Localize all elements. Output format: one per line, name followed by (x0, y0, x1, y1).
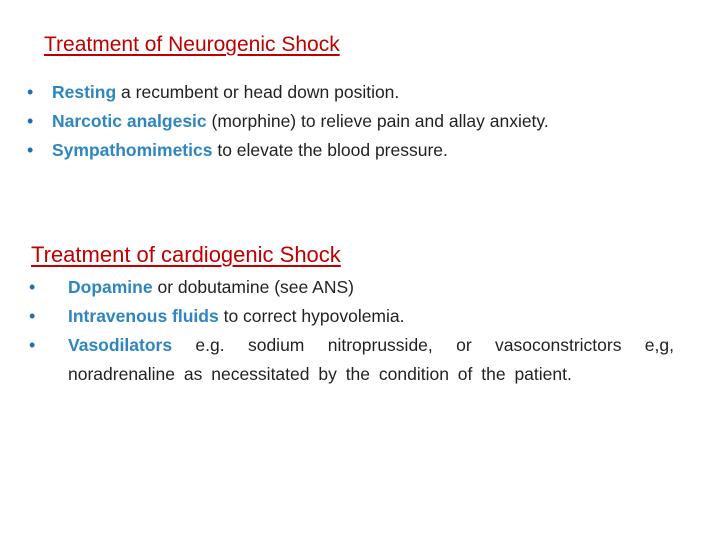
treatment-description: or dobutamine (see ANS) (152, 277, 354, 297)
treatment-term: Resting (52, 82, 117, 102)
treatment-description: to elevate the blood pressure. (212, 140, 448, 160)
treatment-term: Vasodilators (68, 335, 173, 355)
bullet-icon: • (29, 277, 36, 297)
treatment-description: a recumbent or head down position. (116, 82, 400, 102)
list-item (22, 136, 712, 165)
treatment-description: to correct hypovolemia. (218, 306, 405, 326)
treatment-description: e.g. sodium nitroprusside, or vasoconstrictors e,g, noradrenaline as necessitated by the condition of the patient. (68, 335, 674, 384)
cardiogenic-shock-title: Treatment of cardiogenic Shock (31, 242, 341, 267)
bullet-icon: • (27, 82, 34, 102)
treatment-term: Narcotic analgesic (52, 111, 207, 131)
list-item (26, 273, 674, 302)
list-item (22, 107, 712, 136)
list-item (26, 302, 674, 331)
bullet-icon: • (27, 111, 34, 131)
treatment-term: Sympathomimetics (52, 140, 213, 160)
treatment-term: Intravenous fluids (68, 306, 219, 326)
neurogenic-shock-title: Treatment of Neurogenic Shock (44, 33, 340, 56)
list-item (22, 78, 712, 107)
bullet-icon: • (29, 335, 36, 355)
bullet-icon: • (27, 140, 34, 160)
treatment-term: Dopamine (68, 277, 153, 297)
bullet-icon: • (29, 306, 36, 326)
cardiogenic-treatment-list (26, 273, 674, 389)
treatment-description: (morphine) to relieve pain and allay anxiety. (206, 111, 549, 131)
neurogenic-treatment-list (22, 78, 712, 165)
list-item (26, 331, 674, 389)
